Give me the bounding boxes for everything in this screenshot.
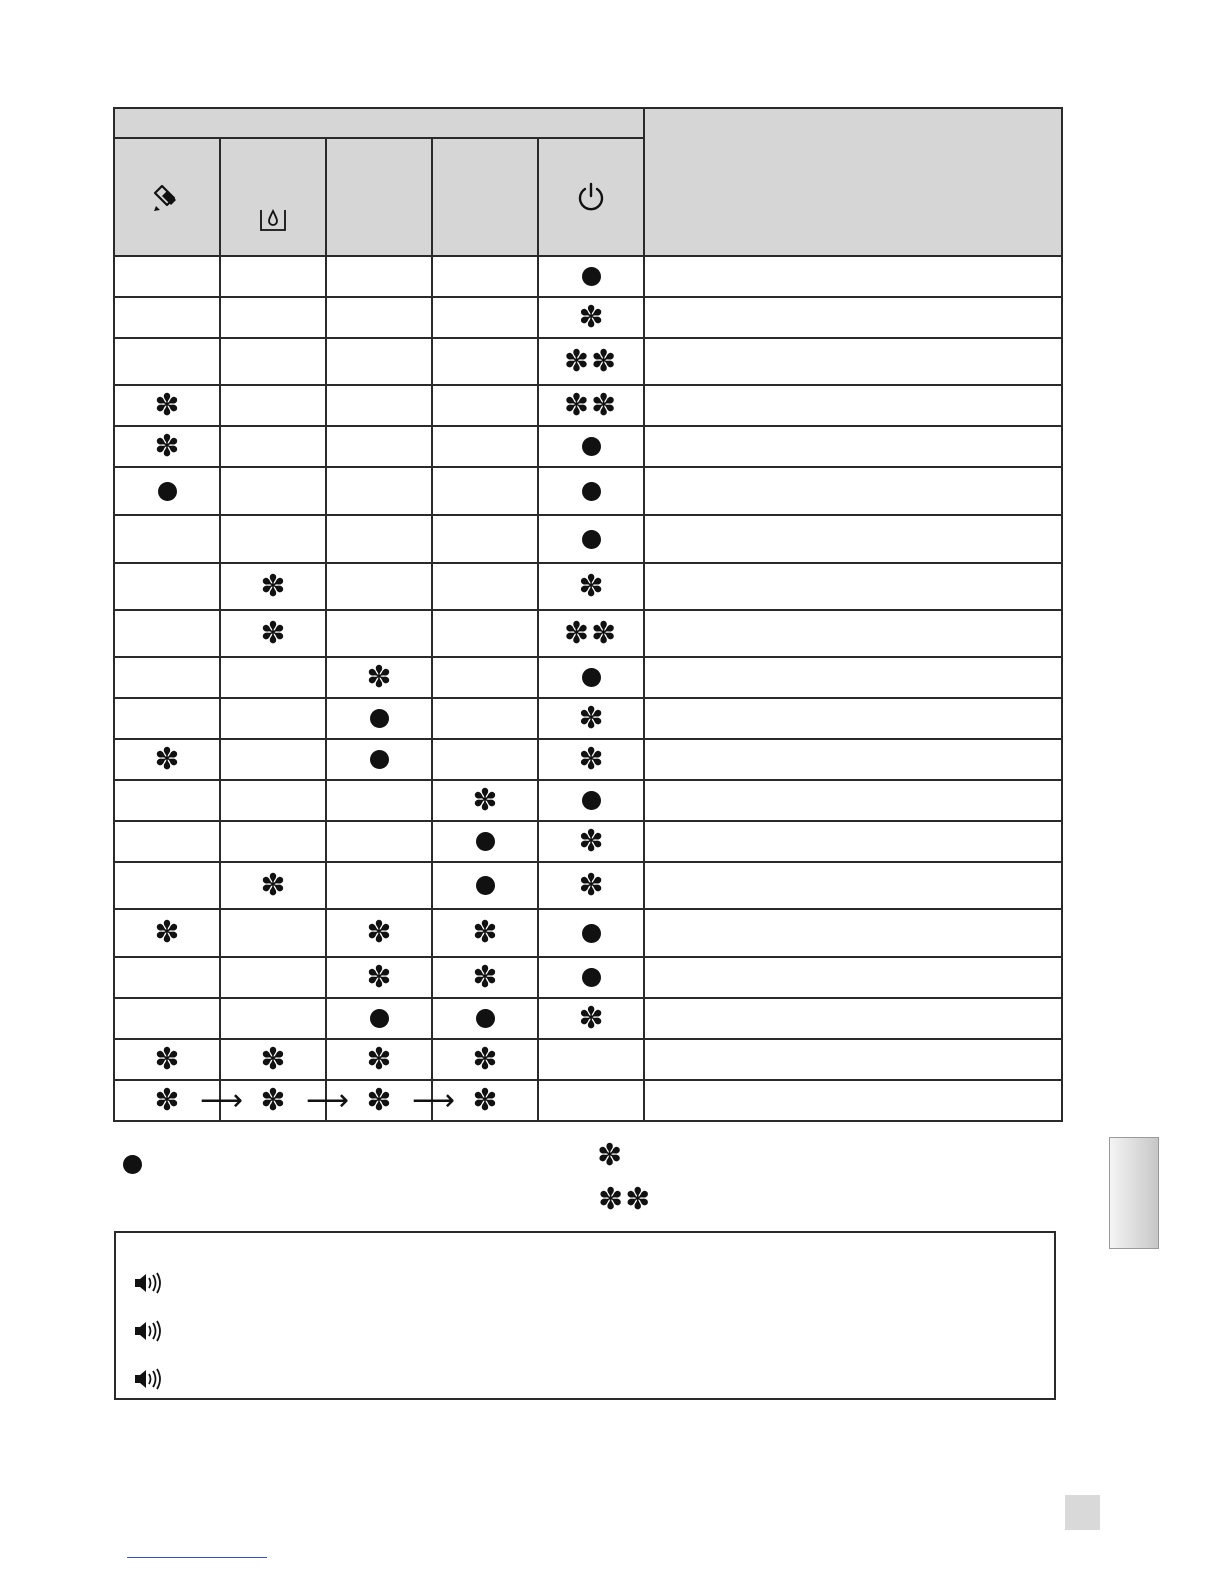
indicator-cell-col3: [326, 1039, 432, 1080]
indicator-cell-col1: [114, 909, 220, 957]
dot-icon: [476, 876, 495, 895]
table-row: [114, 256, 1062, 297]
asterisk-icon: ✽: [260, 615, 286, 651]
double-asterisk-icon: ✽✽: [598, 1182, 653, 1217]
indicator-cell-col5: [538, 385, 644, 426]
indicator-cell-col5: [538, 957, 644, 998]
arrow-right-icon: ⟶: [199, 1082, 243, 1118]
dot-icon: [582, 791, 601, 810]
indicator-cell-col2: [220, 467, 326, 515]
sound-note-3: [132, 1367, 162, 1396]
double-asterisk-icon: ✽✽: [563, 387, 619, 423]
asterisk-icon: ✽: [472, 1041, 498, 1077]
table-row: [114, 338, 1062, 385]
asterisk-icon: ✽: [472, 782, 498, 818]
indicator-cell-col3: [326, 610, 432, 657]
asterisk-icon: ✽: [154, 741, 180, 777]
indicator-cell-col3: [326, 657, 432, 698]
indicator-cell-col1: [114, 610, 220, 657]
asterisk-icon: ✽: [260, 867, 286, 903]
table-row: [114, 909, 1062, 957]
dot-icon: [582, 924, 601, 943]
indicator-cell-col4: [432, 780, 538, 821]
asterisk-icon: ✽: [366, 1041, 392, 1077]
dot-icon: [582, 267, 601, 286]
indicator-cell-col2: [220, 610, 326, 657]
indicator-cell-col2: [220, 515, 326, 563]
indicator-cell-col5: [538, 256, 644, 297]
indicator-cell-col1: [114, 1039, 220, 1080]
asterisk-icon: ✽: [597, 1138, 623, 1173]
asterisk-icon: ✽: [578, 867, 604, 903]
table-row: [114, 698, 1062, 739]
description-cell: [644, 657, 1062, 698]
indicator-cell-col1: [114, 998, 220, 1039]
indicator-cell-col3: [326, 256, 432, 297]
indicator-cell-col1: [114, 297, 220, 338]
indicator-cell-col3: [326, 998, 432, 1039]
indicator-cell-col3: [326, 739, 432, 780]
indicator-cell-col4: [432, 957, 538, 998]
indicator-cell-col2: [220, 657, 326, 698]
asterisk-icon: ✽: [154, 387, 180, 423]
table-row: [114, 739, 1062, 780]
indicator-cell-col2: [220, 1039, 326, 1080]
indicator-cell-col5: [538, 563, 644, 610]
indicator-cell-col5: [538, 426, 644, 467]
indicator-cell-col2: [220, 821, 326, 862]
page-number-box: [1065, 1495, 1100, 1530]
description-cell: [644, 909, 1062, 957]
indicator-cell-col2: [220, 385, 326, 426]
indicator-cell-col5: [538, 909, 644, 957]
asterisk-icon: ✽: [366, 915, 392, 950]
indicator-cell-col3: [326, 780, 432, 821]
asterisk-icon: ✽: [366, 959, 392, 995]
indicator-cell-col1: [114, 821, 220, 862]
indicator-cell-col5: [538, 698, 644, 739]
indicator-cell-col5: [538, 739, 644, 780]
indicator-cell-col5: [538, 338, 644, 385]
sound-note-1: [132, 1271, 162, 1300]
indicator-cell-col2: [220, 698, 326, 739]
water-tank-icon: [258, 204, 288, 234]
description-header: [644, 108, 1062, 256]
asterisk-icon: ✽: [260, 1082, 286, 1118]
table-row: [114, 610, 1062, 657]
chapter-side-tab: [1109, 1137, 1159, 1249]
table-row: [114, 467, 1062, 515]
indicator-cell-col2: [220, 297, 326, 338]
table-row: [114, 821, 1062, 862]
speaker-icon: [132, 1319, 162, 1343]
indicator-cell-col2: [220, 909, 326, 957]
indicator-cell-col4: [432, 1039, 538, 1080]
asterisk-icon: ✽: [366, 1082, 392, 1118]
dot-icon: [476, 1009, 495, 1028]
description-cell: [644, 698, 1062, 739]
header-cell-col5: [538, 138, 644, 256]
table-row: [114, 1039, 1062, 1080]
indicator-cell-col1: [114, 426, 220, 467]
indicator-cell-col1: [114, 862, 220, 909]
description-cell: [644, 1039, 1062, 1080]
indicator-cell-col3: [326, 957, 432, 998]
asterisk-icon: ✽: [472, 915, 498, 950]
indicator-cell-col3: [326, 297, 432, 338]
indicator-cell-col1: [114, 467, 220, 515]
indicator-cell-col3: [326, 426, 432, 467]
table-row: [114, 957, 1062, 998]
table-row: [114, 426, 1062, 467]
indicator-cell-col1: [114, 1080, 243, 1121]
indicator-cell-col5: [538, 1080, 644, 1121]
asterisk-icon: ✽: [472, 1082, 498, 1118]
dot-icon: [158, 482, 177, 501]
indicator-table: [113, 107, 1063, 1122]
dot-icon: [370, 1009, 389, 1028]
description-cell: [644, 385, 1062, 426]
indicator-cell-col3: [326, 467, 432, 515]
indicator-cell-col4: [432, 998, 538, 1039]
indicator-cell-col3: [326, 385, 432, 426]
arrow-right-icon: ⟶: [411, 1082, 455, 1118]
indicator-cell-col1: [114, 698, 220, 739]
indicator-cell-col2: [220, 256, 326, 297]
indicator-cell-col1: [114, 957, 220, 998]
indicator-cell-col2: [220, 426, 326, 467]
asterisk-icon: ✽: [154, 428, 180, 464]
indicator-cell-col1: [114, 385, 220, 426]
table-row: [114, 780, 1062, 821]
indicator-cell-col4: [432, 297, 538, 338]
indicator-cell-col4: [432, 426, 538, 467]
asterisk-icon: ✽: [578, 299, 604, 335]
indicator-cell-col1: [114, 657, 220, 698]
asterisk-icon: ✽: [260, 1041, 286, 1077]
indicator-cell-col1: [114, 515, 220, 563]
dot-icon: [476, 832, 495, 851]
description-cell: [644, 467, 1062, 515]
indicator-cell-col4: [432, 338, 538, 385]
asterisk-icon: ✽: [578, 1000, 604, 1036]
power-icon: [575, 181, 607, 213]
description-cell: [644, 957, 1062, 998]
dot-icon: [582, 968, 601, 987]
header-cell-col4: [432, 138, 538, 256]
indicator-cell-col5: [538, 821, 644, 862]
indicator-cell-col3: [326, 338, 432, 385]
speaker-icon: [132, 1271, 162, 1295]
indicator-cell-col2: [220, 998, 326, 1039]
asterisk-icon: ✽: [366, 659, 392, 695]
asterisk-icon: ✽: [260, 568, 286, 604]
indicator-cell-col5: [538, 657, 644, 698]
description-cell: [644, 998, 1062, 1039]
indicator-cell-col2: [220, 563, 326, 610]
indicator-cell-col2: [220, 338, 326, 385]
table-row: [114, 297, 1062, 338]
description-cell: [644, 1080, 1062, 1121]
indicator-cell-col3: [326, 862, 432, 909]
table-row: [114, 862, 1062, 909]
table-row: [114, 998, 1062, 1039]
indicator-cell-col5: [538, 610, 644, 657]
arrow-right-icon: ⟶: [305, 1082, 349, 1118]
description-cell: [644, 780, 1062, 821]
indicator-cell-col1: [114, 256, 220, 297]
asterisk-icon: ✽: [472, 959, 498, 995]
asterisk-icon: ✽: [578, 700, 604, 736]
indicator-cell-col5: [538, 1039, 644, 1080]
indicator-cell-col5: [538, 297, 644, 338]
indicator-group-header: [114, 108, 644, 138]
table-row: [114, 1080, 1062, 1121]
description-cell: [644, 862, 1062, 909]
speaker-icon: [132, 1367, 162, 1391]
indicator-cell-col2: [220, 739, 326, 780]
description-cell: [644, 821, 1062, 862]
indicator-cell-col5: [538, 998, 644, 1039]
asterisk-icon: ✽: [154, 1082, 180, 1118]
table-row: [114, 657, 1062, 698]
dot-icon: [582, 482, 601, 501]
indicator-cell-col5: [538, 862, 644, 909]
indicator-cell-col5: [538, 515, 644, 563]
indicator-cell-col4: [432, 739, 538, 780]
indicator-cell-col2: [220, 780, 326, 821]
asterisk-icon: ✽: [578, 823, 604, 859]
indicator-cell-col4: [432, 909, 538, 957]
indicator-cell-col4: [432, 563, 538, 610]
dot-icon: [370, 750, 389, 769]
table-row: [114, 515, 1062, 563]
indicator-cell-col4: [432, 385, 538, 426]
table-row: [114, 563, 1062, 610]
description-cell: [644, 515, 1062, 563]
indicator-cell-col4: [432, 862, 538, 909]
asterisk-icon: ✽: [154, 915, 180, 950]
indicator-cell-col5: [538, 780, 644, 821]
description-cell: [644, 610, 1062, 657]
indicator-cell-col2: [220, 957, 326, 998]
dot-icon: [123, 1155, 142, 1174]
indicator-cell-col4: [432, 467, 538, 515]
description-cell: [644, 739, 1062, 780]
indicator-cell-col4: [432, 821, 538, 862]
header-row-top: [114, 108, 1062, 138]
header-cell-col2: [220, 138, 326, 256]
header-cell-col1: [114, 138, 220, 256]
description-cell: [644, 338, 1062, 385]
indicator-cell-col4: [432, 256, 538, 297]
indicator-cell-col1: [114, 739, 220, 780]
sound-note-2: [132, 1319, 162, 1348]
asterisk-icon: ✽: [578, 741, 604, 777]
indicator-cell-col1: [114, 338, 220, 385]
indicator-cell-col4: [432, 610, 538, 657]
dot-icon: [582, 530, 601, 549]
indicator-cell-col3: [326, 563, 432, 610]
indicator-cell-col4: [432, 515, 538, 563]
asterisk-icon: ✽: [154, 1041, 180, 1077]
header-cell-col3: [326, 138, 432, 256]
asterisk-icon: ✽: [578, 568, 604, 604]
indicator-cell-col3: [326, 698, 432, 739]
pencil-eraser-icon: [150, 180, 184, 214]
indicator-cell-col4: [432, 698, 538, 739]
dot-icon: [582, 668, 601, 687]
indicator-cell-col3: [326, 515, 432, 563]
indicator-cell-col2: [220, 862, 326, 909]
description-cell: [644, 563, 1062, 610]
indicator-cell-col3: [326, 821, 432, 862]
description-cell: [644, 297, 1062, 338]
indicator-cell-col5: [538, 467, 644, 515]
double-asterisk-icon: ✽✽: [563, 343, 619, 379]
indicator-cell-col1: [114, 563, 220, 610]
description-cell: [644, 256, 1062, 297]
dot-icon: [370, 709, 389, 728]
indicator-cell-col4: [432, 657, 538, 698]
dot-icon: [582, 437, 601, 456]
notes-box: [114, 1231, 1056, 1400]
double-asterisk-icon: ✽✽: [563, 615, 619, 651]
footer-link-underline: [127, 1557, 267, 1558]
table-row: [114, 385, 1062, 426]
description-cell: [644, 426, 1062, 467]
indicator-cell-col3: [326, 909, 432, 957]
indicator-cell-col1: [114, 780, 220, 821]
